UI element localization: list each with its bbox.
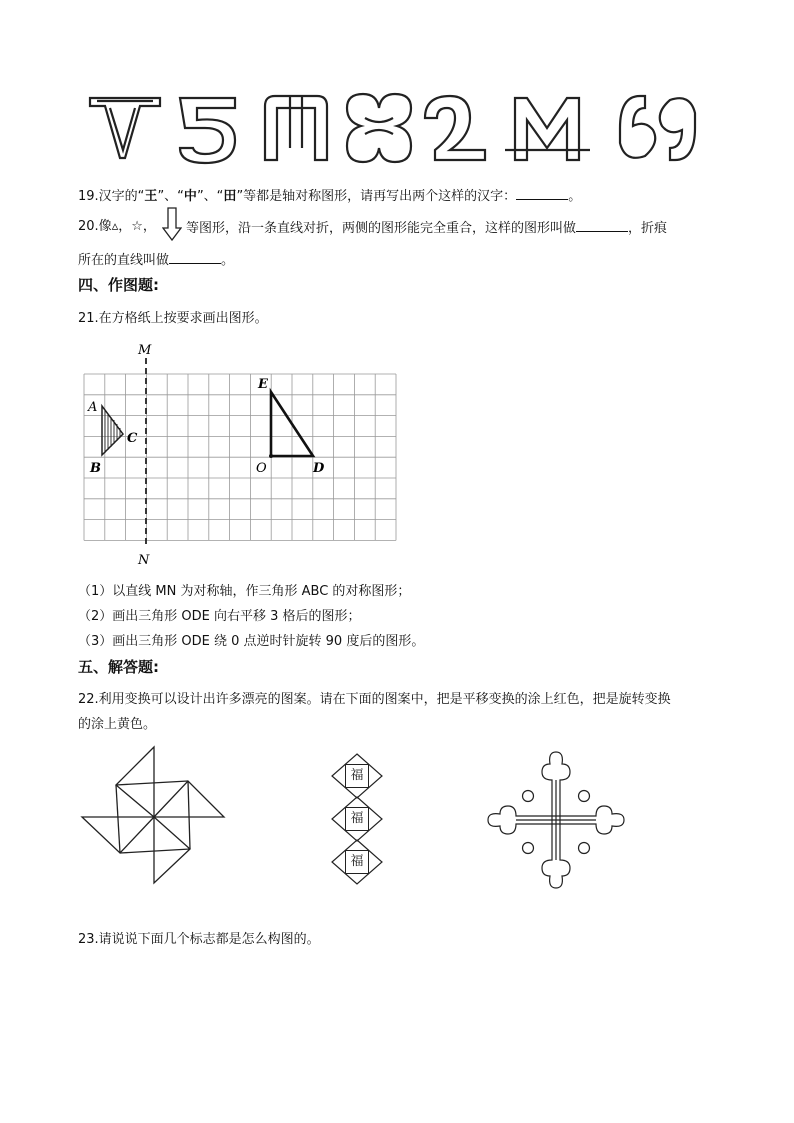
symmetric-glyph-1 bbox=[90, 98, 160, 158]
q19-suffix: ”等都是轴对称图形，请再写出两个这样的汉字： bbox=[236, 189, 517, 204]
question-23: 23.请说说下面几个标志都是怎么构图的。 bbox=[78, 932, 320, 947]
label-b: B bbox=[90, 461, 101, 476]
label-c: C bbox=[127, 431, 138, 446]
fu-tile-2: 福 bbox=[345, 807, 369, 831]
q20-line2-text: 所在的直线叫做 bbox=[78, 253, 170, 268]
label-n: N bbox=[138, 553, 150, 568]
q20-suffix: 等图形，沿一条直线对折，两侧的图形能完全重合，这样的图形叫做 bbox=[186, 221, 577, 236]
question-20-line1-rest bbox=[186, 218, 667, 238]
q19-char-3: 田 bbox=[223, 189, 237, 204]
fu-tile-1: 福 bbox=[345, 764, 369, 788]
question-22-line2: 的涂上黄色。 bbox=[78, 717, 157, 732]
section-4-title: 四、作图题: bbox=[78, 276, 159, 294]
symmetric-glyph-3 bbox=[265, 96, 327, 160]
label-m: M bbox=[138, 343, 152, 358]
question-21-sub2: （2）画出三角形 ODE 向右平移 3 格后的图形； bbox=[78, 609, 361, 624]
pinwheel-figure[interactable] bbox=[80, 745, 228, 885]
label-d: D bbox=[313, 461, 325, 476]
q20-answer-blank-1[interactable] bbox=[576, 218, 628, 232]
symmetric-glyph-strip bbox=[85, 88, 705, 170]
grid-figure bbox=[70, 336, 410, 570]
symmetric-glyph-2 bbox=[180, 98, 235, 163]
section-5-title: 五、解答题: bbox=[78, 658, 159, 676]
question-21-sub1: （1）以直线 MN 为对称轴，作三角形 ABC 的对称图形； bbox=[78, 584, 411, 599]
question-20-line2 bbox=[78, 250, 234, 270]
q19-sep-2: ”、“ bbox=[196, 189, 224, 204]
q19-char-2: 中 bbox=[183, 189, 197, 204]
symmetric-glyph-4 bbox=[347, 94, 411, 162]
fu-tile-3: 福 bbox=[345, 850, 369, 874]
fu-tiles-figure[interactable] bbox=[330, 752, 384, 888]
q20-line2-end: 。 bbox=[221, 253, 235, 268]
q20-line1-end: ，折痕 bbox=[628, 221, 668, 236]
symmetric-glyph-6 bbox=[505, 98, 590, 160]
label-e: E bbox=[258, 377, 268, 392]
q19-answer-blank[interactable] bbox=[516, 186, 568, 200]
question-21: 21.在方格纸上按要求画出图形。 bbox=[78, 311, 268, 326]
q20-prefix: 20.像 bbox=[78, 219, 112, 234]
question-22-line1: 22.利用变换可以设计出许多漂亮的图案。请在下面的图案中，把是平移变换的涂上红色，把是旋转变换 bbox=[78, 692, 671, 707]
q20-answer-blank-2[interactable] bbox=[169, 250, 221, 264]
point-o bbox=[269, 454, 273, 458]
grid-lines bbox=[84, 374, 396, 540]
label-a: A bbox=[88, 400, 98, 415]
q19-prefix: 19.汉字的“ bbox=[78, 189, 145, 204]
symmetric-glyph-7 bbox=[620, 96, 695, 160]
cross-flower-figure[interactable] bbox=[484, 748, 628, 892]
question-20-line1 bbox=[78, 218, 156, 236]
q19-char-1: 王 bbox=[144, 189, 158, 204]
question-19 bbox=[78, 186, 581, 206]
label-o: O bbox=[256, 461, 267, 476]
symmetric-glyph-5 bbox=[425, 96, 485, 160]
q19-end: 。 bbox=[568, 189, 582, 204]
q19-sep-1: ”、“ bbox=[157, 189, 184, 204]
down-arrow-icon bbox=[162, 206, 182, 242]
q20-symbols: ▵，☆， bbox=[111, 219, 156, 234]
triangle-abc-hatch bbox=[105, 410, 120, 453]
question-21-sub3: （3）画出三角形 ODE 绕 0 点逆时针旋转 90 度后的图形。 bbox=[78, 634, 425, 649]
